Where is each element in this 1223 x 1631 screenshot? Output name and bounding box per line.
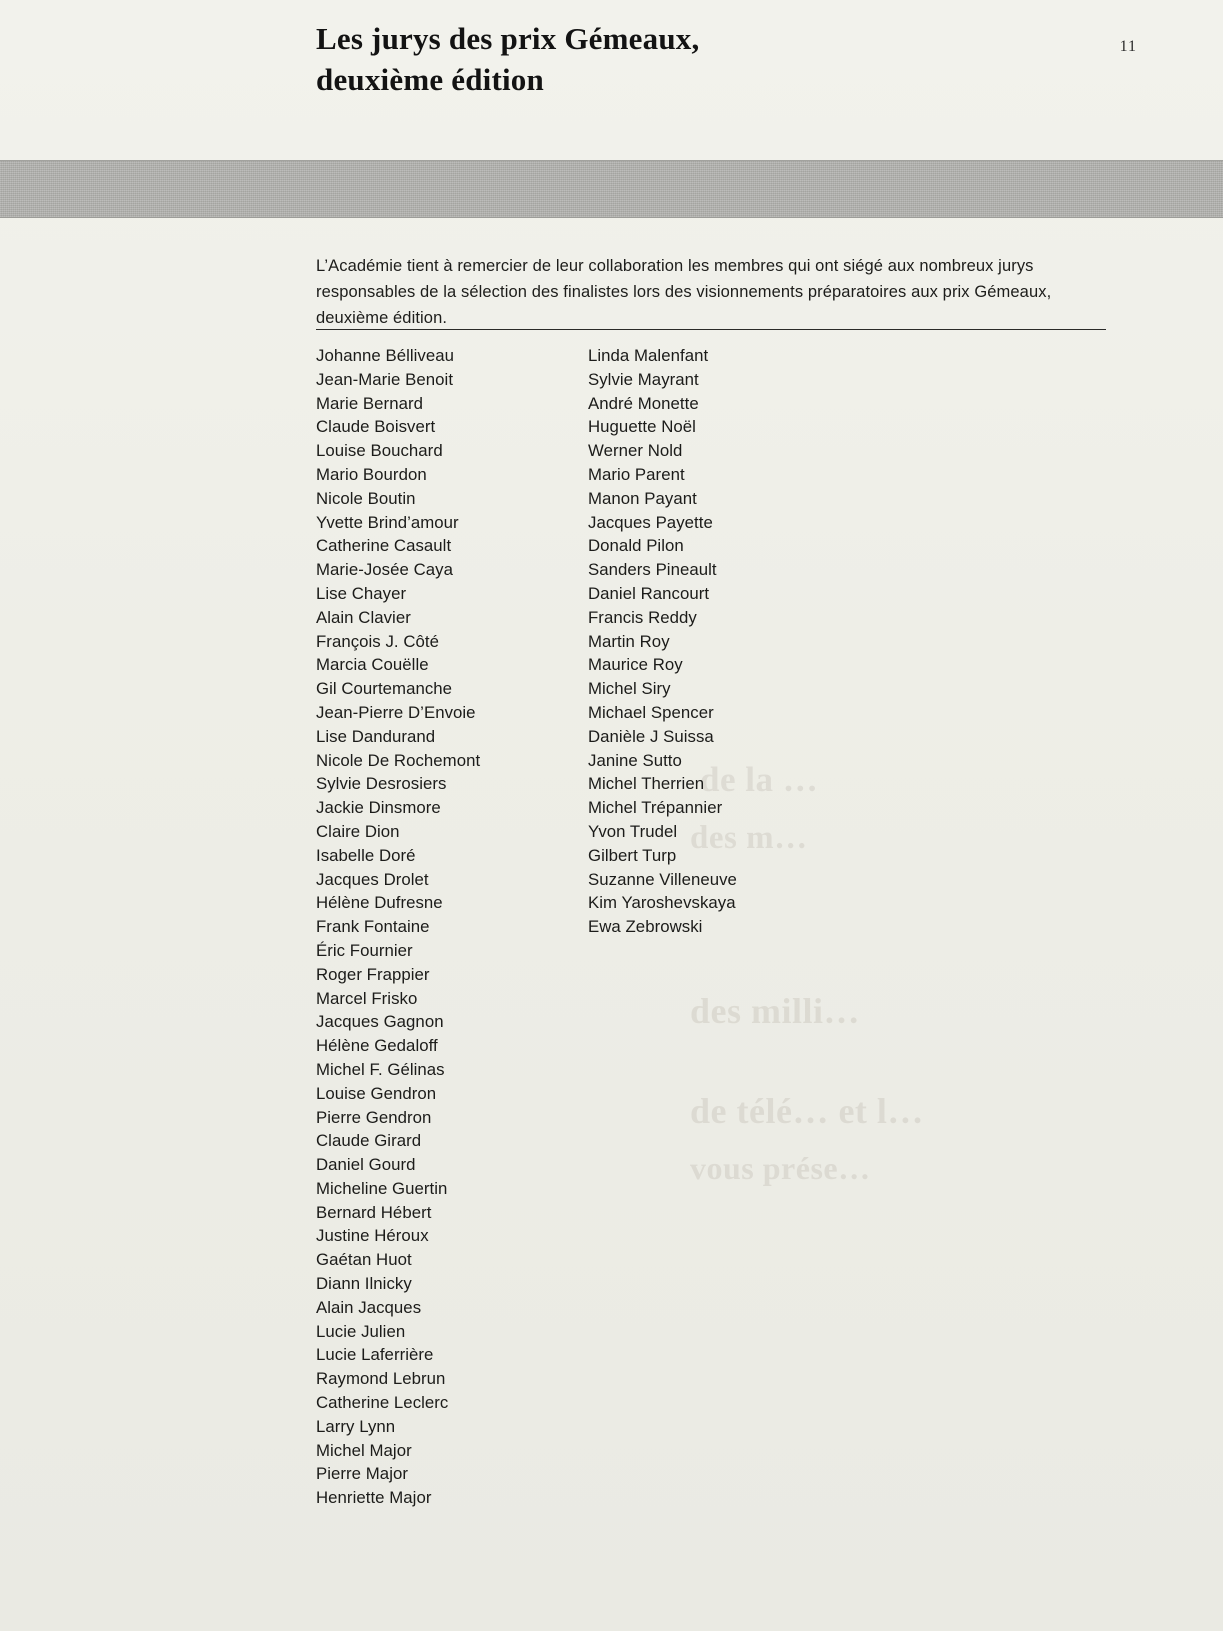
jury-member-name: Hélène Gedaloff: [316, 1036, 438, 1056]
intro-paragraph: L’Académie tient à remercier de leur collaboration les membres qui ont siégé aux nombreux jurys responsables de la sélection des finalistes lors des visionnements préparatoires aux prix Gémeaux, deuxième édition.: [316, 256, 1052, 327]
jury-member-name: Mario Bourdon: [316, 464, 427, 484]
jury-member-name: Gilbert Turp: [588, 845, 677, 865]
jury-member-name: Johanne Bélliveau: [316, 346, 455, 365]
jury-members-list: [316, 344, 1116, 1510]
jury-member-name: Mario Parent: [588, 464, 685, 484]
jury-member-name: Catherine Casault: [316, 536, 452, 556]
jury-member-name: Gaétan Huot: [316, 1250, 412, 1270]
jury-member-name: Gil Courtemanche: [316, 679, 453, 699]
jury-member-name: Lise Dandurand: [316, 726, 436, 746]
jury-member-name: Lucie Laferrière: [316, 1345, 434, 1365]
jury-member-name: Diann Ilnicky: [316, 1274, 412, 1294]
jury-member-name: Frank Fontaine: [316, 917, 430, 937]
jury-member-name: Isabelle Doré: [316, 845, 416, 865]
jury-member-name: Marie Bernard: [316, 393, 423, 413]
jury-member-name: Nicole Boutin: [316, 488, 416, 508]
jury-member-name: Henriette Major: [316, 1488, 432, 1508]
jury-member-name: Pierre Major: [316, 1464, 408, 1484]
jury-member-name: Éric Fournier: [316, 940, 413, 960]
jury-member-name: Francis Reddy: [588, 607, 697, 627]
page-number: 11: [1119, 38, 1137, 55]
jury-member-name: Danièle J Suissa: [588, 726, 714, 746]
page-title-line-1: Les jurys des prix Gémeaux,: [316, 21, 700, 56]
jury-member-name: Michel Siry: [588, 679, 671, 699]
jury-member-name: Nicole De Rochemont: [316, 750, 481, 770]
jury-member-name: Bernard Hébert: [316, 1202, 432, 1222]
jury-member-name: Huguette Noël: [588, 417, 696, 437]
jury-member-name: Louise Gendron: [316, 1083, 437, 1103]
jury-member-name: André Monette: [588, 393, 699, 413]
jury-member-name: Claude Boisvert: [316, 417, 436, 437]
jury-member-name: Donald Pilon: [588, 536, 684, 556]
jury-member-name: Justine Héroux: [316, 1226, 429, 1246]
jury-member-name: Lucie Julien: [316, 1321, 406, 1341]
horizontal-divider: [316, 329, 1106, 330]
jury-member-name: François J. Côté: [316, 631, 439, 651]
jury-member-name: Micheline Guertin: [316, 1178, 448, 1198]
jury-member-name: Michel F. Gélinas: [316, 1059, 445, 1079]
jury-member-name: Daniel Rancourt: [588, 583, 710, 603]
jury-member-name: Jacques Drolet: [316, 869, 429, 889]
page-title: [316, 18, 956, 100]
jury-member-name: Suzanne Villeneuve: [588, 869, 737, 889]
jury-member-name: Michel Major: [316, 1440, 412, 1460]
jury-member-name: Janine Sutto: [588, 750, 682, 770]
jury-member-name: Maurice Roy: [588, 655, 683, 675]
jury-member-name: Hélène Dufresne: [316, 893, 443, 913]
jury-member-name: Jean-Pierre D’Envoie: [316, 702, 476, 722]
jury-member-name: Sylvie Mayrant: [588, 369, 699, 389]
jury-member-name: Larry Lynn: [316, 1416, 396, 1436]
page-title-line-2: deuxième édition: [316, 62, 544, 98]
jury-member-name: Michel Trépannier: [588, 798, 723, 818]
jury-member-name: Marcia Couëlle: [316, 655, 429, 675]
jury-member-name: Manon Payant: [588, 488, 697, 508]
jury-member-name: Sanders Pineault: [588, 560, 717, 580]
jury-member-name: Claire Dion: [316, 821, 400, 841]
jury-member-name: Louise Bouchard: [316, 441, 443, 461]
jury-member-name: Sylvie Desrosiers: [316, 774, 447, 794]
jury-member-name: Jacques Gagnon: [316, 1012, 444, 1032]
jury-member-name: Yvette Brind’amour: [316, 512, 459, 532]
jury-member-name: Jackie Dinsmore: [316, 798, 441, 818]
jury-member-name: Linda Malenfant: [588, 346, 709, 365]
decorative-grey-band: [0, 160, 1223, 218]
jury-member-name: Werner Nold: [588, 441, 683, 461]
jury-member-name: Lise Chayer: [316, 583, 407, 603]
jury-member-name: Daniel Gourd: [316, 1155, 416, 1175]
jury-member-name: Yvon Trudel: [588, 821, 678, 841]
jury-member-name: Jacques Payette: [588, 512, 713, 532]
jury-member-name: Catherine Leclerc: [316, 1393, 449, 1413]
jury-member-name: Martin Roy: [588, 631, 670, 651]
jury-member-name: Claude Girard: [316, 1131, 422, 1151]
jury-member-name: Jean-Marie Benoit: [316, 369, 454, 389]
jury-member-name: Raymond Lebrun: [316, 1369, 446, 1389]
jury-member-name: Roger Frappier: [316, 964, 430, 984]
jury-member-name: Alain Jacques: [316, 1297, 422, 1317]
jury-column-right: [588, 344, 860, 1510]
jury-member-name: Michael Spencer: [588, 702, 714, 722]
jury-member-name: Marcel Frisko: [316, 988, 418, 1008]
jury-column-left: [316, 344, 588, 1510]
jury-member-name: Alain Clavier: [316, 607, 411, 627]
jury-member-name: Pierre Gendron: [316, 1107, 432, 1127]
jury-member-name: Michel Therrien: [588, 774, 705, 794]
jury-member-name: Kim Yaroshevskaya: [588, 893, 736, 913]
jury-member-name: Ewa Zebrowski: [588, 917, 703, 937]
jury-member-name: Marie-Josée Caya: [316, 560, 453, 580]
